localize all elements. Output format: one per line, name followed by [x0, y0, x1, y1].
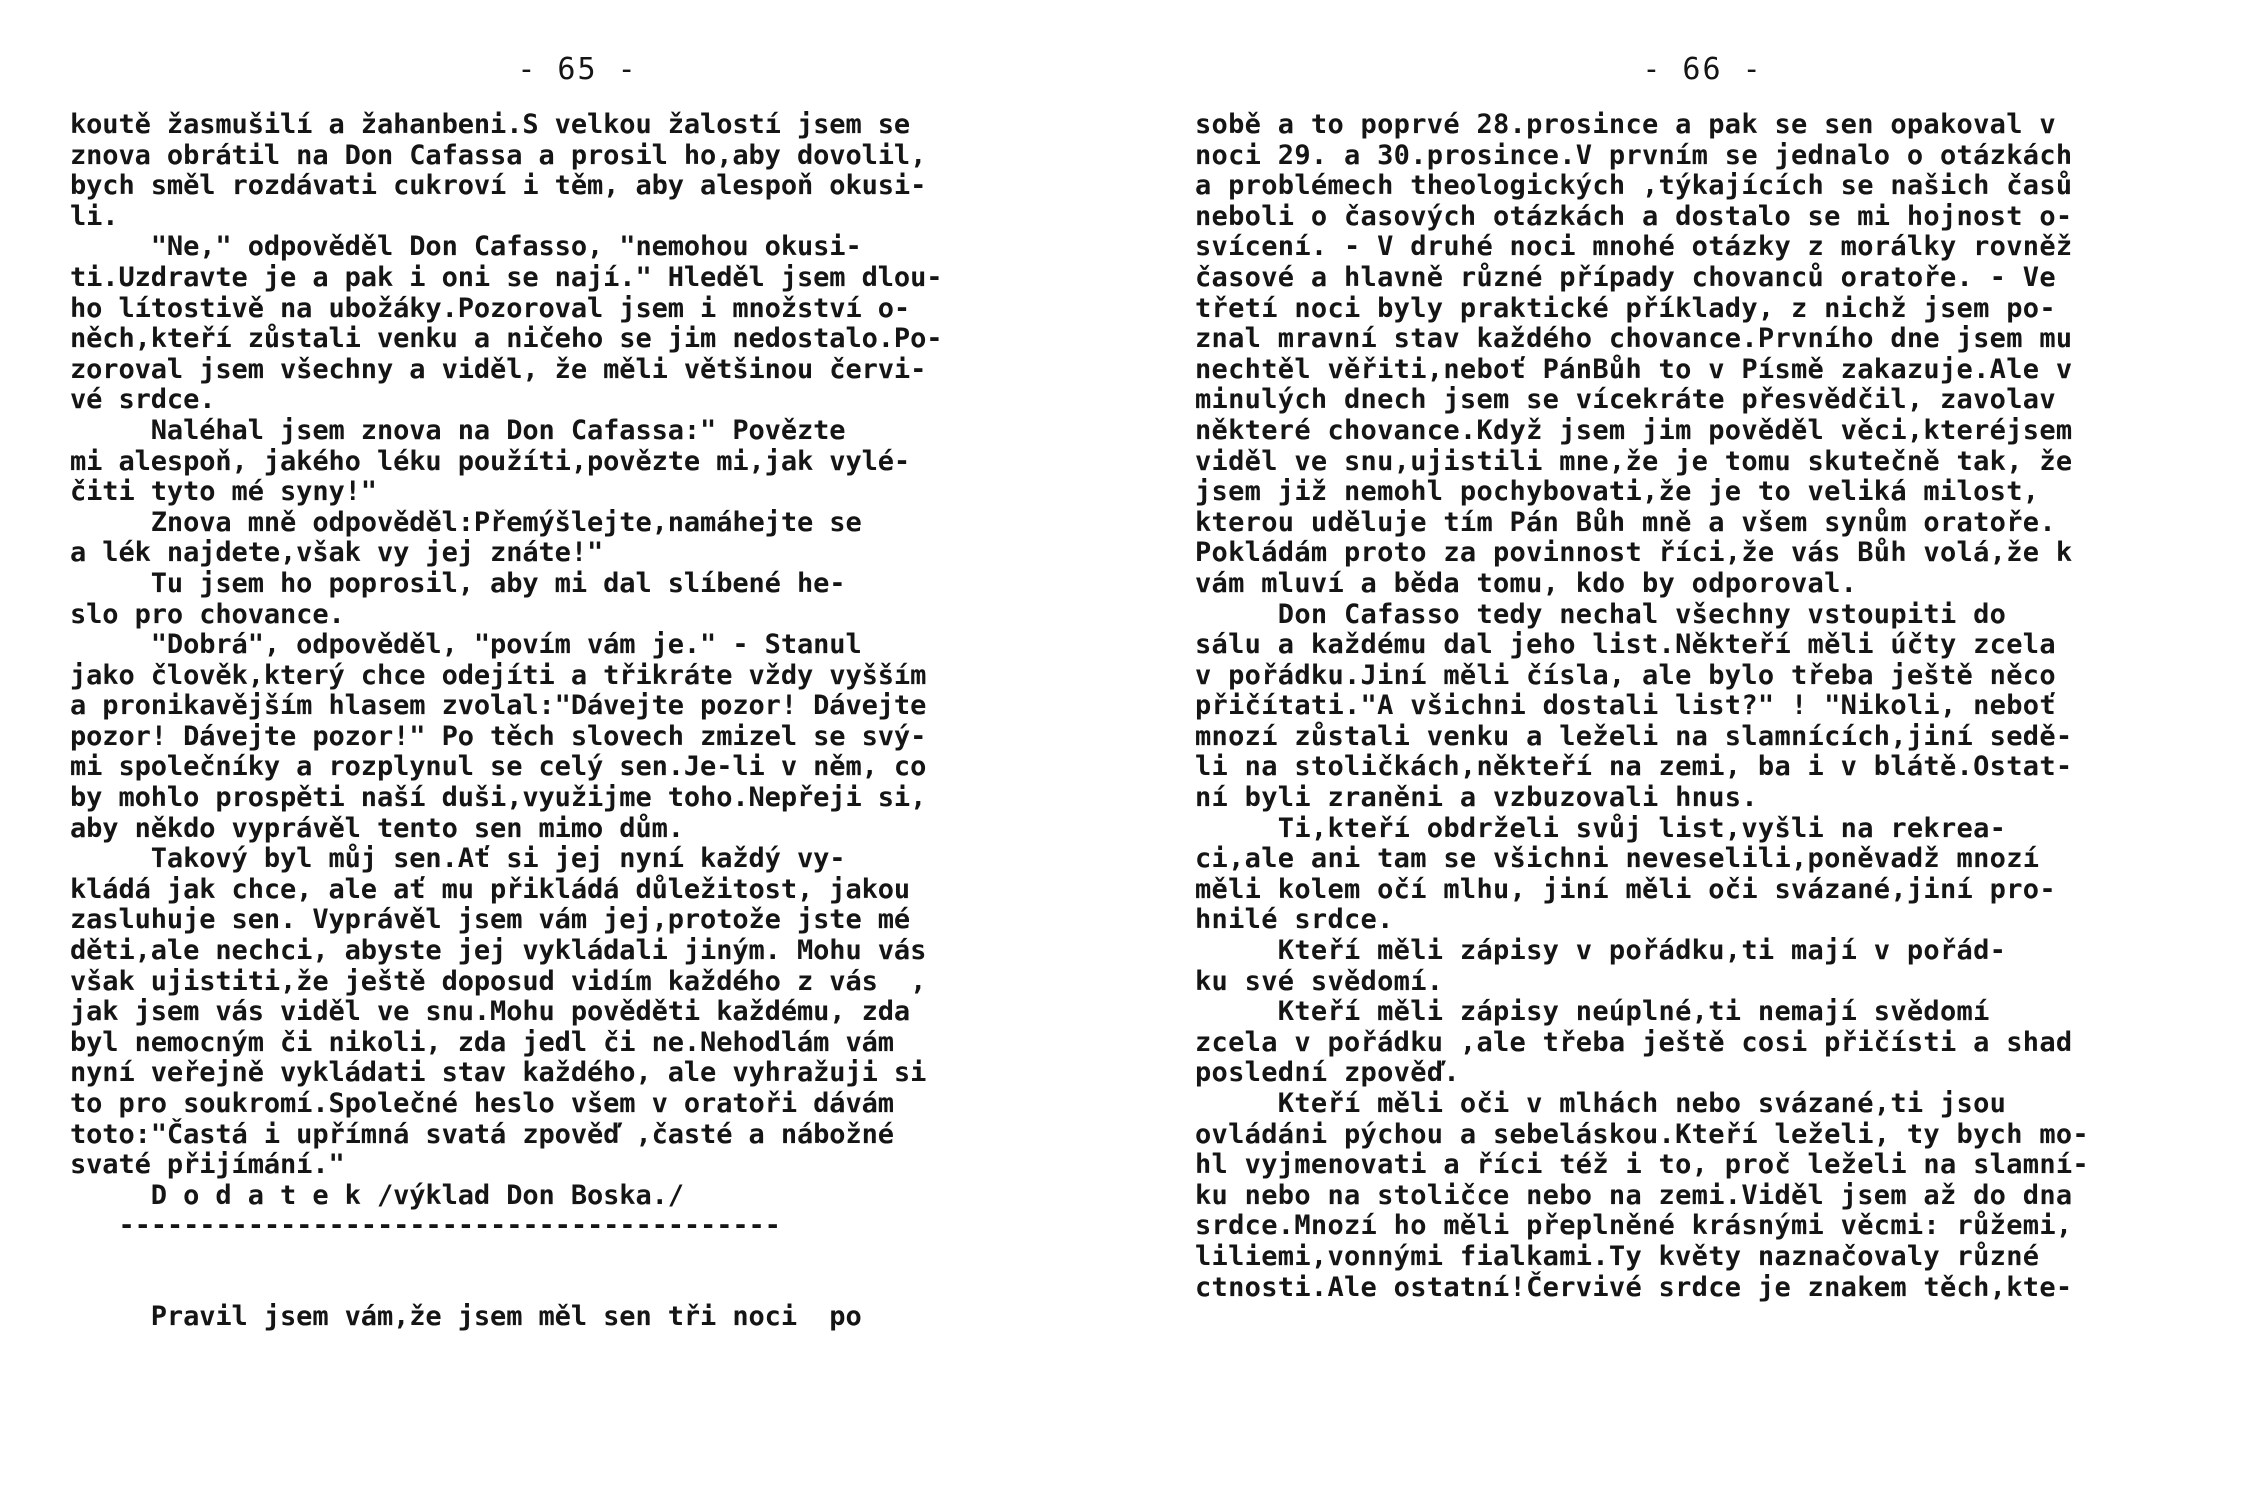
right-page-number: - 66 - — [1642, 52, 1763, 87]
text-line: jsem již nemohl pochybovati,že je to veliká milost, — [1195, 476, 2040, 508]
text-line: ní byli zraněni a vzbuzovali hnus. — [1195, 782, 1758, 814]
text-line: sálu a každému dal jeho list.Někteří měli účty zcela — [1195, 629, 2056, 661]
text-line: pozor! Dávejte pozor!" Po těch slovech zmizel se svý- — [70, 720, 927, 752]
text-line: Kteří měli oči v mlhách nebo svázané,ti jsou — [1195, 1088, 2007, 1119]
text-line: zcela v pořádku ,ale třeba ještě cosi přičísti a shad — [1195, 1026, 2073, 1058]
text-line: viděl ve snu,ujistili mne,že je tomu skutečně tak, že — [1195, 445, 2073, 477]
text-line: Kteří měli zápisy v pořádku,ti mají v pořád- — [1195, 935, 2007, 967]
text-line: zasluhuje sen. Vyprávěl jsem vám jej,protože jste mé — [70, 904, 911, 936]
text-line: poslední zpověď. — [1195, 1057, 1460, 1089]
text-line: neboli o časových otázkách a dostalo se mi hojnost o- — [1195, 200, 2073, 232]
text-line: mnozí zůstali venku a leželi na slamnících,jiní sedě- — [1195, 720, 2073, 752]
text-line: srdce.Mnozí ho měli přeplněné krásnými věcmi: růžemi, — [1195, 1210, 2073, 1242]
text-line: v pořádku.Jiní měli čísla, ale bylo třeba ještě něco — [1195, 659, 2056, 691]
left-page-closing-line: Pravil jsem vám,že jsem měl sen tři noci po — [70, 1300, 862, 1332]
text-line: byl nemocným či nikoli, zda jedl či ne.Nehodlám vám — [70, 1026, 894, 1058]
right-page-text — [1195, 110, 2210, 1303]
text-line: kterou uděluje tím Pán Bůh mně a všem synům oratoře. — [1195, 506, 2056, 538]
text-line: měli kolem očí mlhu, jiní měli oči svázané,jiní pro- — [1195, 873, 2056, 905]
text-line: a problémech theologických ,týkajících se našich časů — [1195, 170, 2073, 202]
text-line: ----------------------------------------- — [70, 1210, 781, 1242]
text-line: Pokládám proto za povinnost říci,že vás Bůh volá,že k — [1195, 537, 2073, 569]
text-line: toto:"Častá i upřímná svatá zpověď ,časté a nábožné — [70, 1118, 894, 1150]
text-line: Don Cafasso tedy nechal všechny vstoupiti do — [1195, 598, 2007, 630]
text-line: třetí noci byly praktické příklady, z nichž jsem po- — [1195, 292, 2056, 324]
text-line: hnilé srdce. — [1195, 904, 1394, 936]
text-line: nechtěl věřiti,neboť PánBůh to v Písmě zakazuje.Ale v — [1195, 353, 2073, 385]
text-line: Ti,kteří obdrželi svůj list,vyšli na rekrea- — [1195, 812, 2007, 844]
left-page — [70, 50, 1055, 1470]
text-line: ku nebo na stoličce nebo na zemi.Viděl jsem až do dna — [1195, 1179, 2073, 1211]
text-line: koutě žasmušilí a žahanbeni.S velkou žalostí jsem se — [70, 109, 911, 140]
text-line: zoroval jsem všechny a viděl, že měli většinou červi- — [70, 353, 927, 385]
text-line: mi alespoň, jakého léku použíti,povězte mi,jak vylé- — [70, 445, 911, 477]
text-line: Naléhal jsem znova na Don Cafassa:" Povězte — [70, 414, 846, 446]
text-line: sobě a to poprvé 28.prosince a pak se sen opakoval v — [1195, 109, 2056, 140]
text-line: minulých dnech jsem se vícekráte přesvědčil, zavolav — [1195, 384, 2056, 416]
right-page — [1195, 50, 2210, 1470]
text-line: vám mluví a běda tomu, kdo by odporoval. — [1195, 567, 1858, 599]
text-line: "Ne," odpověděl Don Cafasso, "nemohou okusi- — [70, 231, 862, 263]
text-line: Tu jsem ho poprosil, aby mi dal slíbené he- — [70, 567, 846, 599]
text-line: a lék najdete,však vy jej znáte!" — [70, 537, 604, 569]
text-line: ti.Uzdravte je a pak i oni se nají." Hleděl jsem dlou- — [70, 261, 943, 293]
text-line: bych směl rozdávati cukroví i těm, aby alespoň okusi- — [70, 170, 927, 202]
text-line: mi společníky a rozplynul se celý sen.Je-li v něm, co — [70, 751, 927, 783]
section-gap — [70, 1242, 1055, 1302]
text-line: Kteří měli zápisy neúplné,ti nemají svědomí — [1195, 996, 1990, 1028]
text-line: liliemi,vonnými fialkami.Ty květy naznačovaly různé — [1195, 1240, 2040, 1272]
text-line: noci 29. a 30.prosince.V prvním se jednalo o otázkách — [1195, 139, 2073, 171]
text-line: li. — [70, 200, 119, 232]
text-line: Takový byl můj sen.Ať si jej nyní každý vy- — [70, 843, 846, 875]
text-line: nyní veřejně vykládati stav každého, ale vyhražuji si — [70, 1057, 927, 1089]
text-line: aby někdo vyprávěl tento sen mimo dům. — [70, 812, 684, 844]
text-line: svaté přijímání." — [70, 1149, 345, 1181]
text-line: by mohlo prospěti naší duši,využijme toho.Nepřeji si, — [70, 782, 927, 814]
text-line: D o d a t e k /výklad Don Boska./ — [70, 1179, 684, 1211]
text-line: děti,ale nechci, abyste jej vykládali jiným. Mohu vás — [70, 935, 927, 967]
text-line: přičítati."A všichni dostali list?" ! "Nikoli, neboť — [1195, 690, 2056, 722]
text-line: Znova mně odpověděl:Přemýšlejte,namáhejte se — [70, 506, 862, 538]
text-line: ci,ale ani tam se všichni neveselili,poněvadž mnozí — [1195, 843, 2040, 875]
text-line: čiti tyto mé syny!" — [70, 476, 377, 508]
text-line: kládá jak chce, ale ať mu přikládá důležitost, jakou — [70, 873, 911, 905]
text-line: ku své svědomí. — [1195, 965, 1444, 997]
text-line: vé srdce. — [70, 384, 216, 416]
text-line: časové a hlavně různé případy chovanců oratoře. - Ve — [1195, 261, 2056, 293]
text-line: a pronikavějším hlasem zvolal:"Dávejte pozor! Dávejte — [70, 690, 927, 722]
text-line: "Dobrá", odpověděl, "povím vám je." - Stanul — [70, 629, 862, 661]
text-line: svícení. - V druhé noci mnohé otázky z morálky rovněž — [1195, 231, 2073, 263]
left-page-number: - 65 - — [517, 52, 638, 87]
text-line: ovládáni pýchou a sebeláskou.Kteří leželi, ty bych mo- — [1195, 1118, 2089, 1150]
text-line: některé chovance.Když jsem jim pověděl věci,kteréjsem — [1195, 414, 2073, 446]
text-line: to pro soukromí.Společné heslo všem v oratoři dávám — [70, 1088, 894, 1119]
text-line: něch,kteří zůstali venku a ničeho se jim nedostalo.Po- — [70, 323, 943, 355]
text-line: slo pro chovance. — [70, 598, 345, 630]
text-line: jak jsem vás viděl ve snu.Mohu pověděti každému, zda — [70, 996, 911, 1028]
text-line: však ujistiti,že ještě doposud vidím každého z vás , — [70, 965, 927, 997]
text-line: hl vyjmenovati a říci též i to, proč leželi na slamní- — [1195, 1149, 2089, 1181]
text-line: ctnosti.Ale ostatní!Červivé srdce je znakem těch,kte- — [1195, 1271, 2073, 1303]
text-line: znova obrátil na Don Cafassa a prosil ho,aby dovolil, — [70, 139, 927, 171]
text-line: li na stoličkách,někteří na zemi, ba i v blátě.Ostat- — [1195, 751, 2073, 783]
text-line: jako člověk,který chce odejíti a třikráte vždy vyšším — [70, 659, 927, 691]
text-line: ho lítostivě na ubožáky.Pozoroval jsem i množství o- — [70, 292, 911, 324]
text-line: znal mravní stav každého chovance.Prvního dne jsem mu — [1195, 323, 2073, 355]
left-page-text — [70, 110, 1055, 1242]
